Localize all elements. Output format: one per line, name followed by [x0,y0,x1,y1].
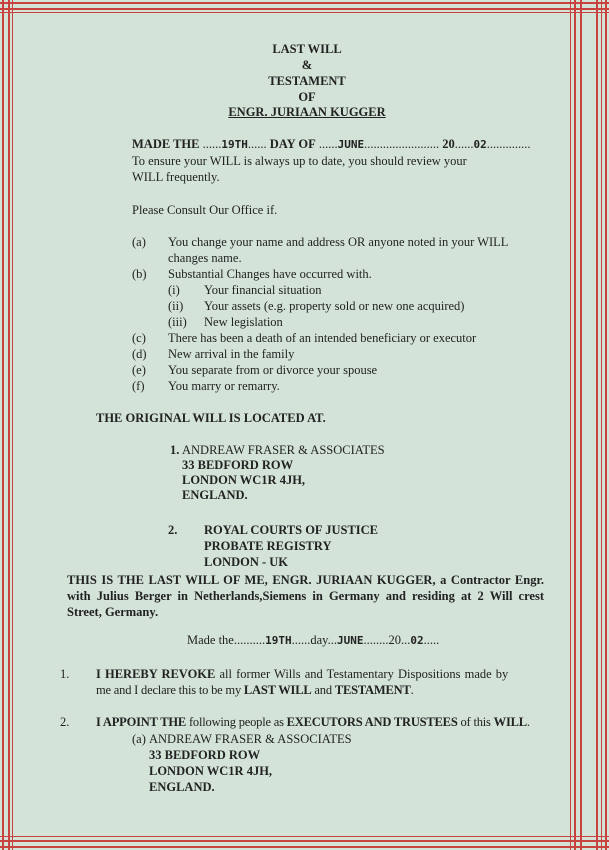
list-mark-c: (c) [132,331,146,345]
location-2-number: 2. [168,523,178,537]
day-value: 19TH [221,138,248,151]
location-1-line-4: ENGLAND. [182,488,248,502]
declaration-text: THIS IS THE LAST WILL OF ME, ENGR. JURIAAN KUGGER, a Contractor Engr. with Julius Berger in Netherlands,Siemens in Germany and residing at 2 Will crest Street, Germany. [67,573,544,619]
intro-line-2: WILL frequently. [132,170,220,184]
list-item-d: New arrival in the family [168,347,295,361]
heading-line-3: TESTAMENT [268,74,346,88]
list-item-a-cont: changes name. [168,251,242,265]
sublist-mark-ii: (ii) [168,299,184,313]
location-1-line-2: 33 BEDFORD ROW [182,458,294,472]
list-mark-f: (f) [132,379,145,393]
sublist-mark-iii: (iii) [168,315,187,329]
sublist-mark-i: (i) [168,283,180,297]
executor-line-4: ENGLAND. [149,780,215,794]
list-item-c: There has been a death of an intended beneficiary or executor [168,331,477,345]
location-heading: THE ORIGINAL WILL IS LOCATED AT. [96,411,326,425]
sublist-item-i: Your financial situation [204,283,322,297]
location-1-line-3: LONDON WC1R 4JH, [182,473,306,487]
list-item-e: You separate from or divorce your spouse [168,363,378,377]
clause-2-sub-mark: (a) [132,732,146,746]
heading-line-4: OF [298,90,316,104]
month-value: JUNE [337,138,365,151]
sublist-item-ii: Your assets (e.g. property sold or new one acquired) [204,299,465,313]
list-mark-a: (a) [132,235,146,249]
location-2-line-1: ROYAL COURTS OF JUSTICE [204,523,379,537]
list-mark-d: (d) [132,347,147,361]
executor-line-2: 33 BEDFORD ROW [149,748,261,762]
sublist-item-iii: New legislation [204,315,283,329]
intro-line-1: To ensure your WILL is always up to date, you should review your [132,154,467,168]
list-mark-b: (b) [132,267,147,281]
consult-text: Please Consult Our Office if. [132,203,278,217]
location-1-number: 1. [170,443,180,457]
clause-2-number: 2. [60,715,70,729]
made-date-line-2: Made the..........19TH......day...JUNE........20...02..... [187,633,440,647]
day-value-2: 19TH [265,634,292,647]
executor-line-3: LONDON WC1R 4JH, [149,764,273,778]
clause-1-line-2: me and I declare this to be my LAST WILL and TESTAMENT. [96,683,414,697]
executor-line-1: ANDREAW FRASER & ASSOCIATES [149,732,352,746]
location-1-line-1: ANDREAW FRASER & ASSOCIATES [182,443,385,457]
made-date-line: MADE THE ......19TH...... DAY OF ......JUNE........................ 20......02.............. [132,137,531,151]
location-2-line-3: LONDON - UK [204,555,289,569]
list-mark-e: (e) [132,363,146,377]
clause-1-line-1: I HEREBY REVOKE all former Wills and Testamentary Dispositions made by [96,667,509,681]
heading-line-1: LAST WILL [272,42,342,56]
heading-line-2: & [301,58,313,72]
year-value-2: 02 [410,634,424,647]
list-item-f: You marry or remarry. [168,379,280,393]
list-item-a: You change your name and address OR anyone noted in your WILL [168,235,509,249]
testator-name: ENGR. JURIAAN KUGGER [228,105,386,119]
list-item-b: Substantial Changes have occurred with. [168,267,372,281]
clause-1-number: 1. [60,667,70,681]
month-value-2: JUNE [336,634,364,647]
year-value: 02 [473,138,487,151]
location-2-line-2: PROBATE REGISTRY [204,539,332,553]
clause-2-line-1: I APPOINT THE following people as EXECUTORS AND TRUSTEES of this WILL. [96,715,530,729]
